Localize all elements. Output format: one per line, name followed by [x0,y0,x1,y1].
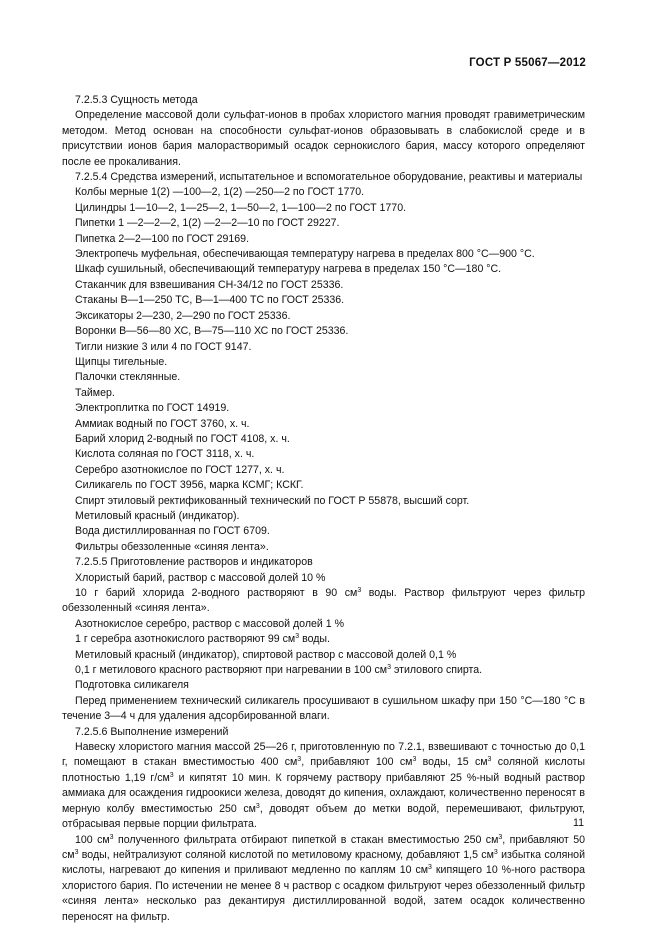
section-7-2-5-3-heading: 7.2.5.3 Сущность метода [75,94,198,106]
silver-solution-title: Азотнокислое серебро, раствор с массовой долей 1 % [75,617,345,630]
equipment-item: Барий хлорид 2-водный по ГОСТ 4108, х. ч. [75,432,290,445]
equipment-item: Колбы мерные 1(2) —100—2, 1(2) —250—2 по ГОСТ 1770. [75,186,365,199]
section-7-2-5-6-heading: 7.2.5.6 Выполнение измерений [75,725,229,738]
equipment-item: Таймер. [75,386,115,399]
equipment-item: Шкаф сушильный, обеспечивающий температуру нагрева в пределах 150 °С—180 °С. [75,263,502,276]
measurement-paragraph-2: 100 $см^3$ полученного фильтрата отбирают пипеткой в стакан вместимостью 250 $см^3$, прибавляют 50 $см^3$ воды, нейтрализуют соляной кислотой по метиловому красному, добавляют 1,5 $см^3$ избытка соляной кислоты, нагревают до кипения и приливают медленно по каплям 10 $см^3$ кипящего 10 %-ного раствора хлористого бария. По истечении не менее 8 ч раствор с осадком фильтруют через обеззоленный фильтр «синяя лента» несколько раз декантируя дистиллированной водой, затем осадок количественно переносят на фильтр. [62,833,585,923]
equipment-item: Воронки В—56—80 ХС, В—75—110 ХС по ГОСТ 25336. [75,325,349,338]
equipment-item: Палочки стеклянные. [75,371,181,384]
equipment-item: Метиловый красный (индикатор). [75,509,240,522]
equipment-item: Фильтры обеззоленные «синяя лента». [75,540,269,553]
equipment-item: Силикагель по ГОСТ 3956, марка КСМГ; КСКГ. [75,479,304,492]
section-7-2-5-4-heading: 7.2.5.4 Средства измерений, испытательное и вспомогательное оборудование, реактивы и материалы [75,171,583,184]
equipment-item: Серебро азотнокислое по ГОСТ 1277, х. ч. [75,463,285,476]
section-7-2-5-3-text: Определение массовой доли сульфат-ионов в пробах хлористого магния проводят гравиметрическим методом. Метод основан на способности сульфат-ионов образовывать в слабокислой среде и в присутствии ионов бария малорастворимый осадок сернокислого бария, массу которого определяют после ее прокаливания. [62,109,585,168]
equipment-item: Цилиндры 1—10—2, 1—25—2, 1—50—2, 1—100—2 по ГОСТ 1770. [75,201,407,214]
equipment-item: Вода дистиллированная по ГОСТ 6709. [75,525,270,538]
equipment-item: Эксикаторы 2—230, 2—290 по ГОСТ 25336. [75,309,291,322]
equipment-list [62,185,585,555]
equipment-item: Электропечь муфельная, обеспечивающая температуру нагрева в пределах 800 °С—900 °С. [75,248,535,261]
equipment-item: Стаканчик для взвешивания СН-34/12 по ГОСТ 25336. [75,278,344,291]
barium-solution-text: 10 г барий хлорида 2-водного растворяют в 90 $см^3$ воды. Раствор фильтруют через фильтр обеззоленный «синяя лента». [62,587,585,615]
equipment-item: Кислота соляная по ГОСТ 3118, х. ч. [75,448,255,461]
methyl-red-text: 0,1 г метилового красного растворяют при нагревании в 100 $см^3$ этилового спирта. [75,664,483,677]
equipment-item: Тигли низкие 3 или 4 по ГОСТ 9147. [75,340,252,353]
barium-solution-title: Хлористый барий, раствор с массовой долей 10 % [75,571,326,584]
silver-solution-text: 1 г серебра азотнокислого растворяют 99 $см^3$ воды. [75,633,330,646]
page-number: 11 [573,817,584,829]
methyl-red-title: Метиловый красный (индикатор), спиртовой раствор с массовой долей 0,1 % [75,648,457,661]
silica-gel-title: Подготовка силикагеля [75,679,189,692]
equipment-item: Аммиак водный по ГОСТ 3760, х. ч. [75,417,250,430]
equipment-item: Пипетки 1 —2—2—2, 1(2) —2—2—10 по ГОСТ 29227. [75,217,340,230]
equipment-item: Спирт этиловый ректификованный технический по ГОСТ Р 55878, высший сорт. [75,494,470,507]
measurement-paragraph-1: Навеску хлористого магния массой 25—26 г, приготовленную по 7.2.1, взвешивают с точностью до 0,1 г, помещают в стакан вместимостью 400 $см^3$, прибавляют 100 $см^3$ воды, 15 $см^3$ соляной кислоты плотностью 1,19 $г/см^3$ и кипятят 10 мин. К горячему раствору прибавляют 25 %-ный водный раствор аммиака для осаждения гидроокиси железа, доводят до кипения, охлаждают, количественно переносят в мерную колбу вместимостью 250 $см^3$, доводят объем до метки водой, перемешивают, фильтруют, отбрасывая первые порции фильтрата. [62,741,585,831]
document-header: ГОСТ Р 55067—2012 [469,57,586,69]
equipment-item: Стаканы В—1—250 ТС, В—1—400 ТС по ГОСТ 25336. [75,294,345,307]
equipment-item: Электроплитка по ГОСТ 14919. [75,402,230,415]
silica-gel-text: Перед применением технический силикагель просушивают в сушильном шкафу при 150 °С—180 °С в течение 3—4 ч для удаления адсорбированной влаги. [62,694,585,723]
equipment-item: Щипцы тигельные. [75,355,168,368]
section-7-2-5-5-heading: 7.2.5.5 Приготовление растворов и индикаторов [75,556,313,569]
document-body [62,93,585,925]
equipment-item: Пипетка 2—2—100 по ГОСТ 29169. [75,232,250,245]
